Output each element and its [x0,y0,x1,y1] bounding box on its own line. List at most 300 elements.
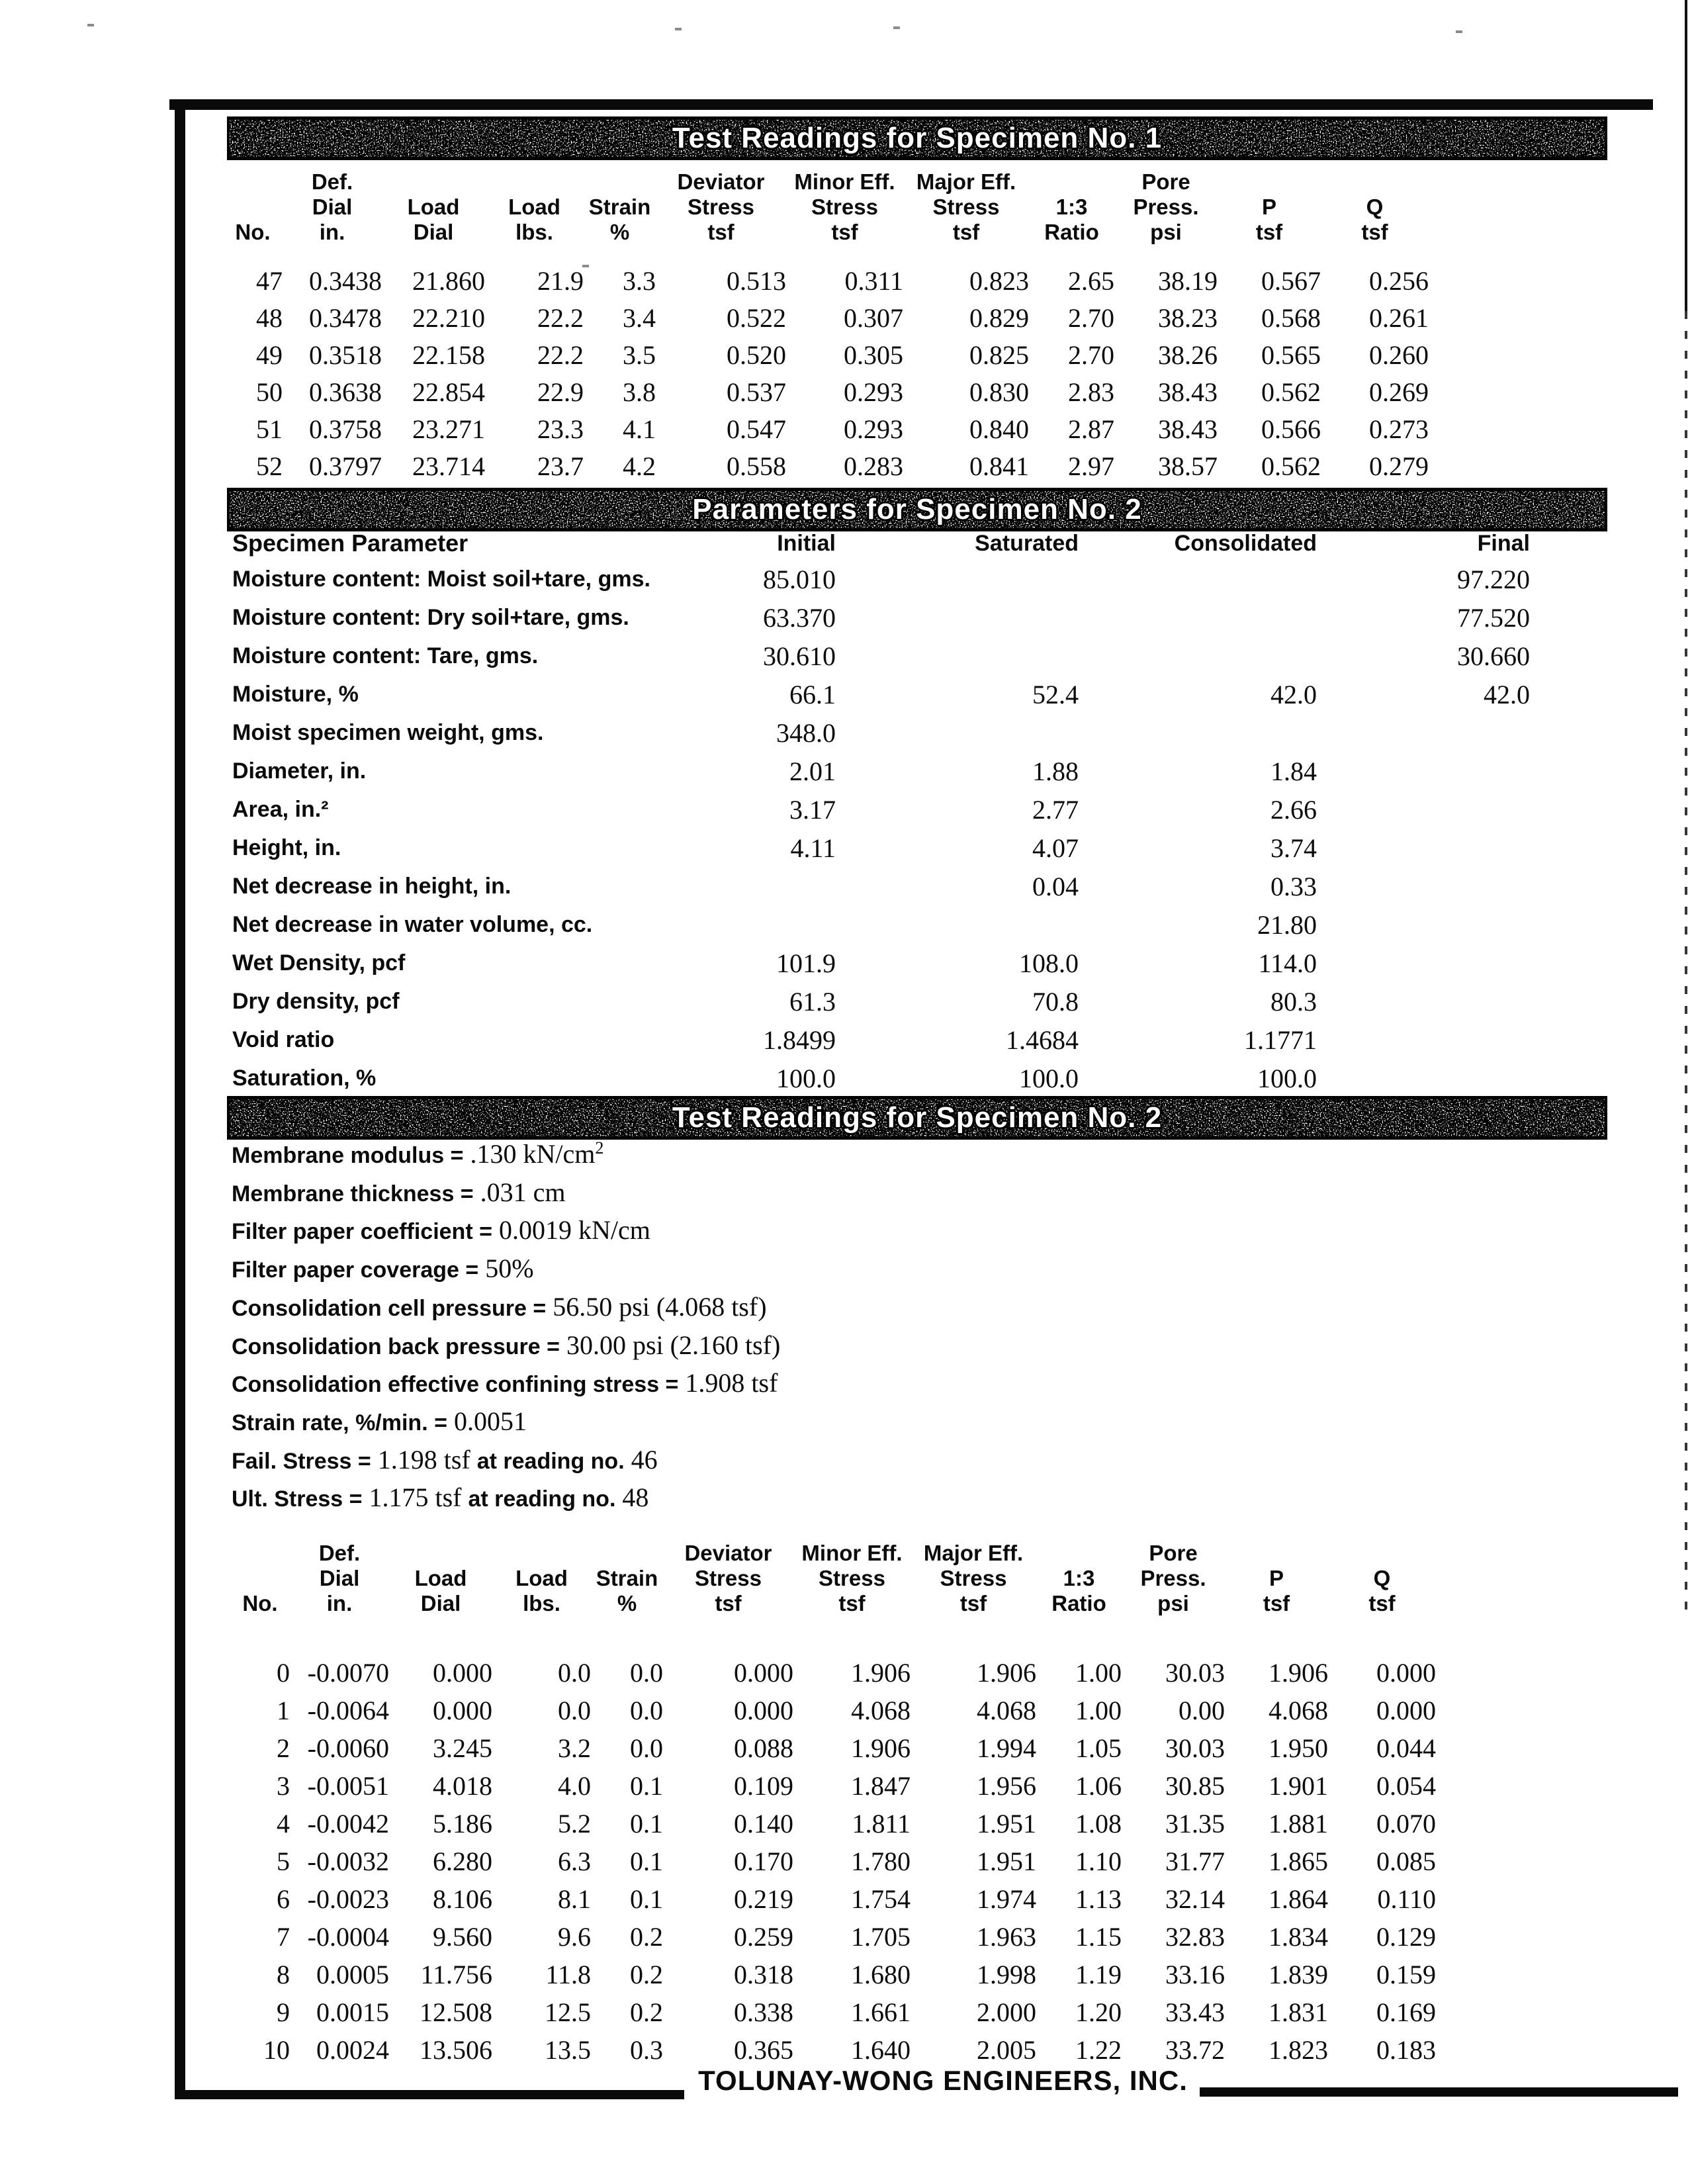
reading-row [223,373,1429,410]
column-header: in. [319,220,345,244]
column-header: Stress [695,1566,762,1590]
reading-cell: 1.22 [1075,2035,1122,2065]
reading-cell: 0.000 [734,1696,793,1725]
column-header: psi [1150,220,1182,244]
reading-cell: 0.562 [1261,377,1321,407]
info-value: 30.00 psi (2.160 tsf) [559,1330,781,1360]
reading-cell: 0.0005 [316,1960,389,1989]
reading-cell: 38.43 [1158,414,1218,444]
reading-cell: 0.0 [630,1658,663,1688]
reading-row [230,1805,1436,1843]
reading-cell: 0.1 [630,1771,663,1801]
info-value: 2 [595,1138,604,1158]
readings-table-specimen-1 [223,169,1429,484]
column-header: tsf [1255,220,1283,244]
reading-cell: 0.000 [433,1658,492,1688]
reading-cell: 4.068 [851,1696,911,1725]
reading-cell: 1.20 [1075,1997,1122,2027]
reading-cell: 0.3 [630,2035,663,2065]
reading-cell: 32.14 [1165,1884,1225,1914]
scan-speck [893,26,900,29]
reading-cell: 30.03 [1165,1658,1225,1688]
reading-cell: 1.831 [1269,1997,1328,2027]
section-title: Test Readings for Specimen No. 1 [672,122,1163,154]
parameter-value [836,598,1079,637]
column-header [1029,169,1114,195]
scan-speck [87,24,94,26]
reading-cell: 50 [256,377,283,407]
reading-cell: 10 [263,2035,290,2065]
reading-cell: 0.305 [844,340,903,370]
column-header [1218,169,1321,195]
parameter-label: Wet Density, pcf [232,950,406,976]
reading-cell: 30.03 [1165,1733,1225,1763]
reading-cell: 12.508 [420,1997,492,2027]
column-header: tsf [1368,1591,1396,1615]
reading-cell: 0.00 [1179,1696,1225,1725]
parameter-label: Area, in.² [232,796,329,822]
column-header: Stress [932,195,1000,219]
reading-cell: 0.2 [630,1997,663,2027]
reading-cell: 0.311 [844,265,903,296]
reading-cell: 0.0 [558,1696,591,1725]
parameter-row [227,560,1530,598]
parameter-row [227,905,1530,944]
parameter-value: 66.1 [789,679,836,709]
parameter-column-header: Initial [777,530,836,556]
reading-cell: 0.365 [734,2035,793,2065]
reading-cell: 0.159 [1376,1960,1436,1989]
reading-row [230,1767,1436,1805]
parameter-value: 2.77 [1032,794,1079,825]
parameters-table-header [227,527,1530,560]
reading-cell: 1.906 [977,1658,1036,1688]
reading-cell: 1.906 [1269,1658,1328,1688]
info-line [232,1253,534,1291]
parameter-value: 100.0 [1257,1063,1317,1093]
info-label: Strain rate, %/min. = [232,1410,447,1435]
reading-cell: 1.05 [1075,1733,1122,1763]
reading-cell: 0.830 [969,377,1029,407]
parameter-label: Void ratio [232,1026,335,1052]
parameter-row [227,790,1530,829]
parameter-value: 101.9 [776,948,836,978]
reading-cell: 33.43 [1165,1997,1225,2027]
parameter-value [836,713,1079,752]
column-header: 1:3 [1063,1566,1095,1590]
reading-cell: 11.8 [545,1960,591,1989]
parameter-value: 1.8499 [763,1024,836,1055]
reading-cell: 33.16 [1165,1960,1225,1989]
reading-cell: 0.000 [1376,1696,1436,1725]
reading-cell: 3.245 [433,1733,492,1763]
reading-cell: 3.2 [558,1733,591,1763]
parameter-value: 52.4 [1032,679,1079,709]
column-header [223,169,283,195]
reading-cell: 30.85 [1165,1771,1225,1801]
reading-row [230,1880,1436,1918]
reading-cell: 5 [277,1846,290,1876]
parameter-column-header: Specimen Parameter [232,529,468,557]
reading-cell: 9.6 [558,1922,591,1952]
reading-cell: 7 [277,1922,290,1952]
reading-cell: 1.847 [851,1771,911,1801]
reading-cell: -0.0051 [307,1771,389,1801]
spacer-row [223,245,1429,262]
info-value: 1.908 tsf [678,1368,778,1398]
header-row [230,1566,1436,1591]
parameter-value: 0.04 [1032,871,1079,901]
parameter-label: Moisture content: Dry soil+tare, gms. [232,604,629,630]
reading-cell: 2.70 [1068,302,1114,333]
reading-cell: 1.839 [1269,1960,1328,1989]
reading-cell: 38.26 [1158,340,1218,370]
reading-cell: 1.998 [977,1960,1036,1989]
column-header: % [609,220,630,244]
column-header: tsf [831,220,858,244]
parameter-value: 108.0 [1019,948,1079,978]
column-header [492,1541,591,1566]
parameter-value: 97.220 [1457,564,1530,594]
reading-cell: 0.3478 [309,302,382,333]
parameter-value: 42.0 [1484,679,1530,709]
reading-cell: 0.840 [969,414,1029,444]
parameter-value: 77.520 [1457,602,1530,633]
scan-speck [675,28,682,30]
scan-speck [1456,30,1462,33]
parameter-value: 80.3 [1270,986,1317,1017]
column-header [230,1541,290,1566]
readings-table-body [223,245,1429,484]
column-header: Load [407,195,460,219]
header-row [230,1591,1436,1616]
parameter-label: Saturation, % [232,1065,377,1091]
reading-cell: 23.7 [537,451,584,481]
reading-cell: 0.273 [1369,414,1429,444]
reading-row [223,262,1429,299]
reading-cell: 2.87 [1068,414,1114,444]
reading-cell: 0.0024 [316,2035,389,2065]
reading-cell: 0.3638 [309,377,382,407]
column-header: psi [1157,1591,1189,1615]
reading-cell: 1.780 [851,1846,911,1876]
reading-cell: 1.705 [851,1922,911,1952]
info-line [232,1444,658,1482]
reading-cell: 21.9 [537,265,584,296]
info-value: 1.175 tsf [362,1482,468,1513]
reading-cell: 4 [277,1809,290,1839]
parameter-column-header: Saturated [975,530,1079,556]
column-header: Ratio [1044,220,1099,244]
parameter-value [1317,713,1530,752]
reading-cell: 0.054 [1376,1771,1436,1801]
info-value: 0.0019 kN/cm [492,1215,650,1246]
footer-rule-right [1200,2087,1678,2097]
column-header: Strain [596,1566,658,1590]
parameter-value [1079,560,1317,598]
column-header: Minor Eff. [794,169,895,194]
reading-cell: 31.77 [1165,1846,1225,1876]
reading-cell: 0.522 [727,302,786,333]
parameter-value: 4.11 [790,833,836,863]
reading-cell: -0.0042 [307,1809,389,1839]
reading-cell: -0.0070 [307,1658,389,1688]
reading-cell: 1.640 [851,2035,911,2065]
reading-cell: 4.068 [977,1696,1036,1725]
reading-cell: 1.19 [1075,1960,1122,1989]
column-header: Def. [311,169,353,194]
parameter-value [1317,829,1530,867]
frame-left-border [175,99,185,2099]
parameter-value: 4.07 [1032,833,1079,863]
parameter-label: Height, in. [232,835,341,860]
column-header: lbs. [515,220,553,244]
reading-cell: 22.158 [412,340,485,370]
parameter-label: Net decrease in height, in. [232,873,512,899]
reading-row [223,447,1429,484]
reading-cell: 2.005 [977,2035,1036,2065]
parameter-value: 42.0 [1270,679,1317,709]
parameter-value [1317,867,1530,905]
column-header: Strain [588,195,651,219]
info-value: 48 [615,1482,649,1513]
spacer-row [230,1616,1436,1654]
info-value: 46 [624,1444,658,1475]
column-header: Pore [1141,169,1190,194]
info-value: .031 cm [473,1177,566,1207]
column-header: Press. [1140,1566,1206,1590]
parameter-value: 100.0 [776,1063,836,1093]
column-header [584,169,656,195]
parameter-value [1317,1059,1530,1097]
column-header: Dial [319,1566,360,1590]
info-label: Fail. Stress = [232,1448,371,1474]
column-header: P [1261,195,1276,219]
reading-cell: 4.2 [623,451,656,481]
reading-row [230,1654,1436,1692]
column-header: No. [242,1591,278,1615]
parameter-value: 21.80 [1257,909,1317,940]
reading-cell: 38.19 [1158,265,1218,296]
reading-cell: 0.307 [844,302,903,333]
reading-cell: 0.260 [1369,340,1429,370]
column-header: Load [508,195,560,219]
reading-cell: 47 [256,265,283,296]
reading-cell: 0.3758 [309,414,382,444]
column-header [389,1541,492,1566]
reading-cell: 38.57 [1158,451,1218,481]
reading-cell: 1.823 [1269,2035,1328,2065]
reading-cell: -0.0060 [307,1733,389,1763]
column-header: % [617,1591,637,1615]
column-header: Deviator [684,1541,772,1565]
reading-cell: 8.106 [433,1884,492,1914]
column-header [1321,169,1429,195]
parameter-label: Net decrease in water volume, cc. [232,911,593,937]
reading-cell: 9 [277,1997,290,2027]
parameter-value: 100.0 [1019,1063,1079,1093]
parameter-row [227,867,1530,905]
parameter-value [1079,637,1317,675]
reading-cell: 23.271 [412,414,485,444]
column-header: in. [326,1591,353,1615]
reading-cell: 0.562 [1261,451,1321,481]
footer-company-name: TOLUNAY-WONG ENGINEERS, INC. [698,2065,1188,2096]
column-header [223,195,283,220]
reading-cell: 48 [256,302,283,333]
reading-cell: 4.1 [623,414,656,444]
reading-cell: 22.210 [412,302,485,333]
parameter-value: 0.33 [1270,871,1317,901]
header-row [223,195,1429,220]
info-label: Membrane thickness = [232,1181,474,1206]
reading-cell: 0.169 [1376,1997,1436,2027]
reading-row [230,1729,1436,1767]
reading-cell: 0.0 [630,1696,663,1725]
scan-edge-line [1685,0,1687,311]
reading-cell: 4.068 [1269,1696,1328,1725]
column-header: P [1269,1566,1284,1590]
reading-cell: 1.15 [1075,1922,1122,1952]
reading-cell: 1.680 [851,1960,911,1989]
reading-cell: 2.70 [1068,340,1114,370]
header-row [230,1541,1436,1566]
reading-cell: 22.2 [537,302,584,333]
column-header [485,169,584,195]
parameter-value: 85.010 [763,564,836,594]
reading-cell: 4.018 [433,1771,492,1801]
reading-cell: 0.109 [734,1771,793,1801]
column-header [1225,1541,1328,1566]
reading-cell: 0.129 [1376,1922,1436,1952]
info-line [232,1406,527,1443]
reading-cell: 0.318 [734,1960,793,1989]
parameter-label: Moisture content: Tare, gms. [232,643,539,668]
scan-edge-line-dashed [1685,311,1687,1615]
reading-cell: 1 [277,1696,290,1725]
parameter-label: Moisture, % [232,681,359,707]
column-header: tsf [707,220,735,244]
reading-cell: 2.97 [1068,451,1114,481]
parameter-row [227,944,1530,982]
reading-cell: 1.951 [977,1846,1036,1876]
info-value: 56.50 psi (4.068 tsf) [546,1291,767,1322]
reading-cell: 11.756 [420,1960,492,1989]
parameters-header-row [227,527,1530,560]
reading-cell: 0.1 [630,1884,663,1914]
reading-cell: 0.261 [1369,302,1429,333]
reading-cell: 0.537 [727,377,786,407]
reading-cell: 52 [256,451,283,481]
reading-cell: 0.259 [734,1922,793,1952]
reading-cell: 1.00 [1075,1696,1122,1725]
info-line [232,1214,650,1252]
info-label: Consolidation back pressure = [232,1334,560,1359]
column-header: Minor Eff. [801,1541,903,1565]
reading-cell: 0.000 [433,1696,492,1725]
reading-cell: 22.2 [537,340,584,370]
info-label: at reading no. [476,1448,625,1474]
reading-row [223,410,1429,447]
parameter-row [227,598,1530,637]
reading-cell: 49 [256,340,283,370]
parameter-value: 61.3 [789,986,836,1017]
parameter-row [227,829,1530,867]
header-row [223,220,1429,245]
reading-cell: 13.506 [420,2035,492,2065]
reading-cell: 23.3 [537,414,584,444]
column-header: Stress [940,1566,1007,1590]
reading-cell: 1.974 [977,1884,1036,1914]
column-header: tsf [1361,220,1388,244]
column-header: Deviator [677,169,765,194]
reading-cell: 3 [277,1771,290,1801]
reading-cell: 0.283 [844,451,903,481]
info-label: Filter paper coefficient = [232,1219,492,1245]
reading-cell: 0.085 [1376,1846,1436,1876]
parameter-value [1079,598,1317,637]
reading-cell: 1.956 [977,1771,1036,1801]
parameter-value: 30.610 [763,641,836,671]
reading-row [223,299,1429,336]
reading-cell: 0.000 [734,1658,793,1688]
reading-cell: 6.280 [433,1846,492,1876]
info-line [232,1482,648,1520]
reading-cell: 1.834 [1269,1922,1328,1952]
reading-cell: 0.110 [1377,1884,1436,1914]
column-header [1036,1541,1122,1566]
reading-cell: 0.044 [1376,1733,1436,1763]
column-header: Stress [811,195,878,219]
reading-row [230,1843,1436,1880]
reading-cell: 6.3 [558,1846,591,1876]
reading-row [230,1956,1436,1993]
column-header [382,169,485,195]
info-line [232,1138,603,1176]
reading-cell: 22.854 [412,377,485,407]
reading-cell: 1.901 [1269,1771,1328,1801]
reading-cell: 3.5 [623,340,656,370]
info-label: Ult. Stress = [232,1486,363,1512]
reading-cell: 0.547 [727,414,786,444]
parameter-row [227,1059,1530,1097]
reading-cell: 1.864 [1269,1884,1328,1914]
parameter-column-header: Final [1477,530,1530,556]
readings-table-specimen-2 [230,1541,1436,2069]
info-label: Consolidation effective confining stress = [232,1372,679,1398]
reading-cell: 1.00 [1075,1658,1122,1688]
reading-cell: 0.2 [630,1922,663,1952]
info-label: Membrane modulus = [232,1143,464,1168]
parameter-value: 1.1771 [1244,1024,1317,1055]
reading-cell: 38.23 [1158,302,1218,333]
column-header: Load [414,1566,467,1590]
column-header: Q [1373,1566,1391,1590]
reading-cell: 9.560 [433,1922,492,1952]
parameter-value: 1.4684 [1006,1024,1079,1055]
parameter-row [227,982,1530,1021]
reading-cell: 32.83 [1165,1922,1225,1952]
parameter-label: Dry density, pcf [232,988,400,1014]
info-value: 1.198 tsf [371,1444,477,1475]
column-header: No. [235,220,271,244]
parameter-row [227,637,1530,675]
info-line [232,1177,566,1214]
column-header [591,1541,663,1566]
reading-cell: 1.10 [1075,1846,1122,1876]
column-header: Dial [312,195,353,219]
parameter-value [1317,752,1530,790]
